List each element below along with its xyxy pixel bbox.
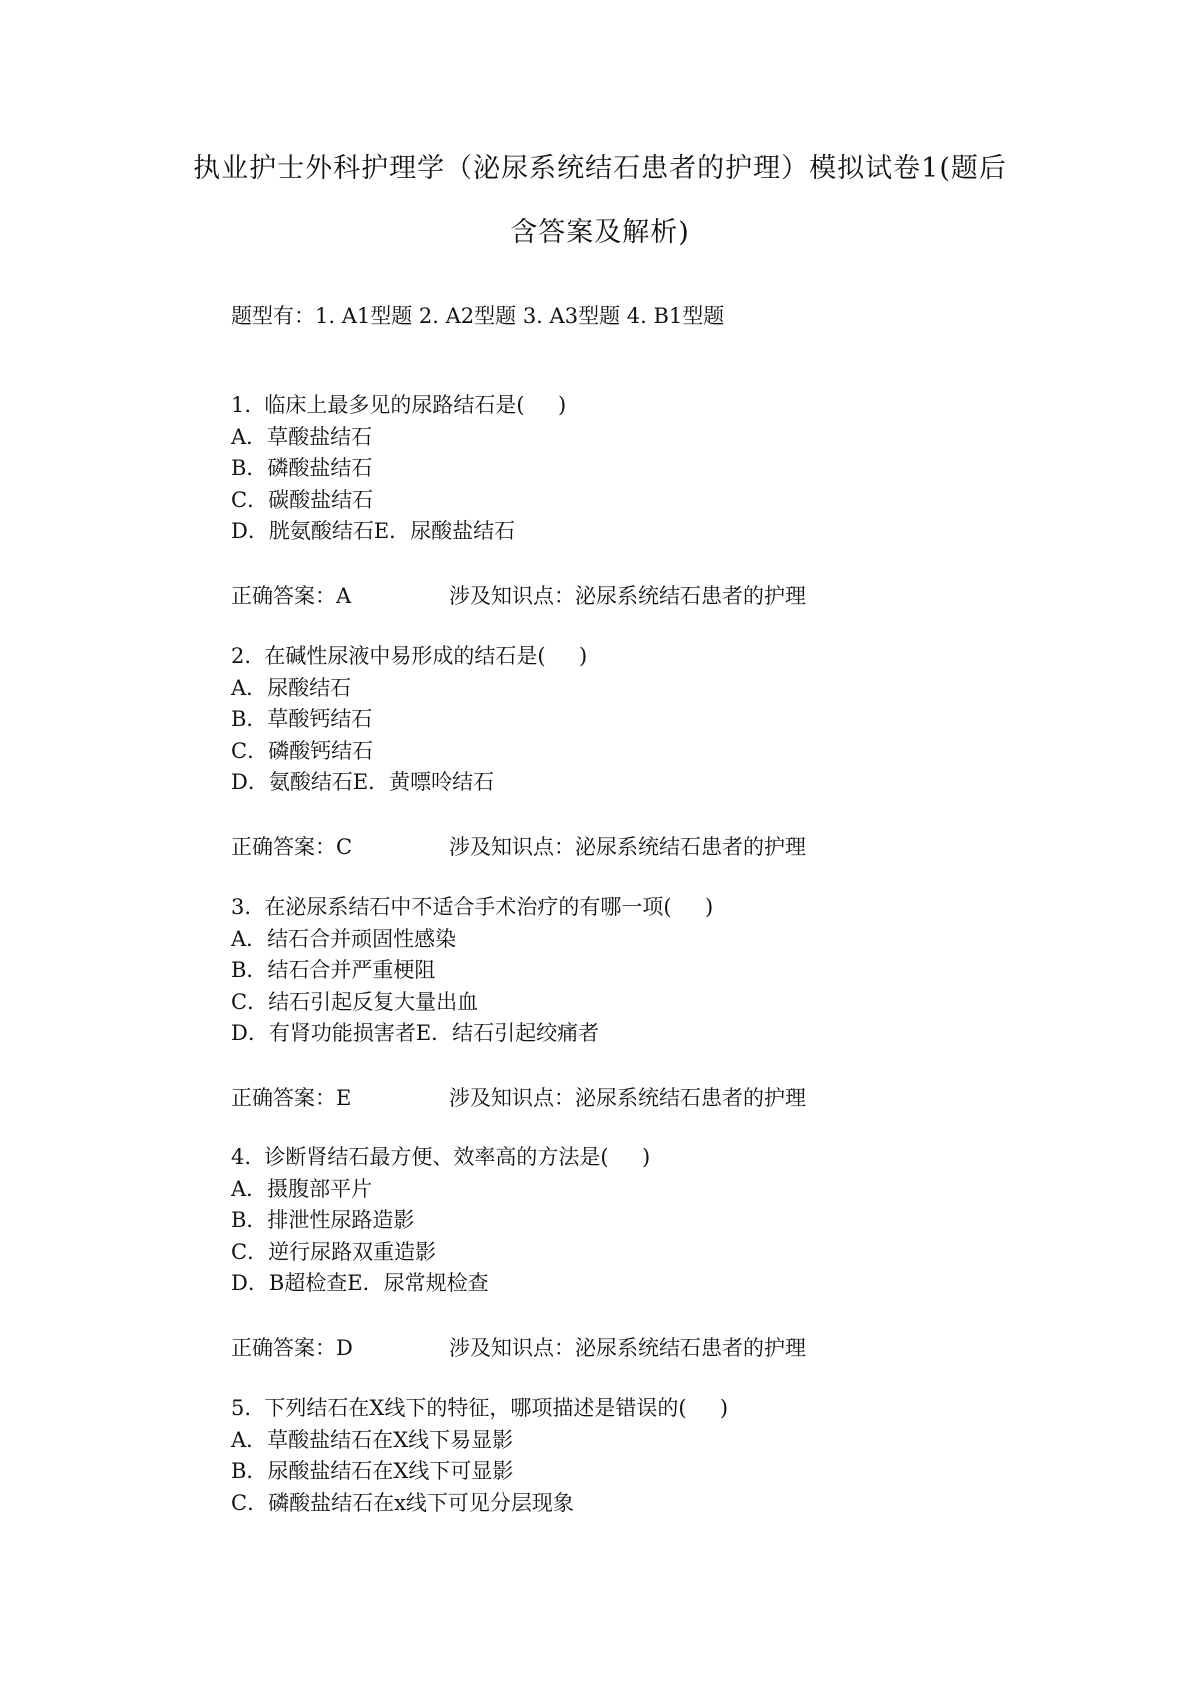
option: D．氨酸结石E．黄嘌呤结石 bbox=[231, 770, 495, 794]
question-2 bbox=[231, 641, 1031, 799]
option: A．草酸盐结石 bbox=[231, 424, 373, 449]
question-stem: 4. 诊断肾结石最方便、效率高的方法是( ) bbox=[231, 1145, 651, 1169]
option: B．草酸钙结石 bbox=[231, 707, 373, 731]
option: B．磷酸盐结石 bbox=[231, 456, 373, 480]
option: B．结石合并严重梗阻 bbox=[231, 958, 436, 982]
correct-answer: 正确答案：C bbox=[231, 835, 353, 859]
document-title-line2: 含答案及解析) bbox=[510, 217, 690, 248]
option: A．尿酸结石 bbox=[231, 675, 352, 700]
knowledge-point: 涉及知识点：泌尿系统结石患者的护理 bbox=[449, 1086, 806, 1110]
option: C．磷酸盐结石在x线下可见分层现象 bbox=[231, 1490, 574, 1515]
question-stem: 5. 下列结石在X线下的特征，哪项描述是错误的( ) bbox=[231, 1396, 729, 1420]
option: A．摄腹部平片 bbox=[231, 1176, 373, 1201]
option: D．胱氨酸结石E．尿酸盐结石 bbox=[231, 519, 516, 543]
question-stem: 3. 在泌尿系结石中不适合手术治疗的有哪一项( ) bbox=[231, 895, 714, 919]
answer-4 bbox=[231, 1332, 806, 1362]
option: C．碳酸盐结石 bbox=[231, 487, 374, 512]
question-3 bbox=[231, 892, 1031, 1050]
answer-2 bbox=[231, 831, 806, 861]
option: A．草酸盐结石在X线下易显影 bbox=[231, 1427, 514, 1452]
document-title-line1: 执业护士外科护理学（泌尿系统结石患者的护理）模拟试卷1(题后 bbox=[193, 153, 1007, 184]
answer-1 bbox=[231, 580, 806, 610]
question-1 bbox=[231, 390, 1031, 548]
option: C．逆行尿路双重造影 bbox=[231, 1239, 437, 1264]
question-stem: 2. 在碱性尿液中易形成的结石是( ) bbox=[231, 644, 588, 668]
option: D．B超检查E．尿常规检查 bbox=[231, 1271, 489, 1295]
option: D．有肾功能损害者E．结石引起绞痛者 bbox=[231, 1021, 600, 1045]
correct-answer: 正确答案：D bbox=[231, 1336, 353, 1360]
knowledge-point: 涉及知识点：泌尿系统结石患者的护理 bbox=[449, 1336, 806, 1360]
question-4 bbox=[231, 1142, 1031, 1300]
knowledge-point: 涉及知识点：泌尿系统结石患者的护理 bbox=[449, 584, 806, 608]
option: B．排泄性尿路造影 bbox=[231, 1208, 415, 1232]
option: C．磷酸钙结石 bbox=[231, 738, 374, 763]
correct-answer: 正确答案：A bbox=[231, 584, 352, 608]
question-5 bbox=[231, 1393, 1031, 1519]
option: B．尿酸盐结石在X线下可显影 bbox=[231, 1459, 514, 1483]
question-stem: 1. 临床上最多见的尿路结石是( ) bbox=[231, 393, 567, 417]
question-types: 题型有：1. A1型题 2. A2型题 3. A3型题 4. B1型题 bbox=[231, 304, 725, 328]
correct-answer: 正确答案：E bbox=[231, 1086, 352, 1110]
knowledge-point: 涉及知识点：泌尿系统结石患者的护理 bbox=[449, 835, 806, 859]
answer-3 bbox=[231, 1082, 806, 1112]
option: C．结石引起反复大量出血 bbox=[231, 989, 479, 1014]
option: A．结石合并顽固性感染 bbox=[231, 926, 457, 951]
